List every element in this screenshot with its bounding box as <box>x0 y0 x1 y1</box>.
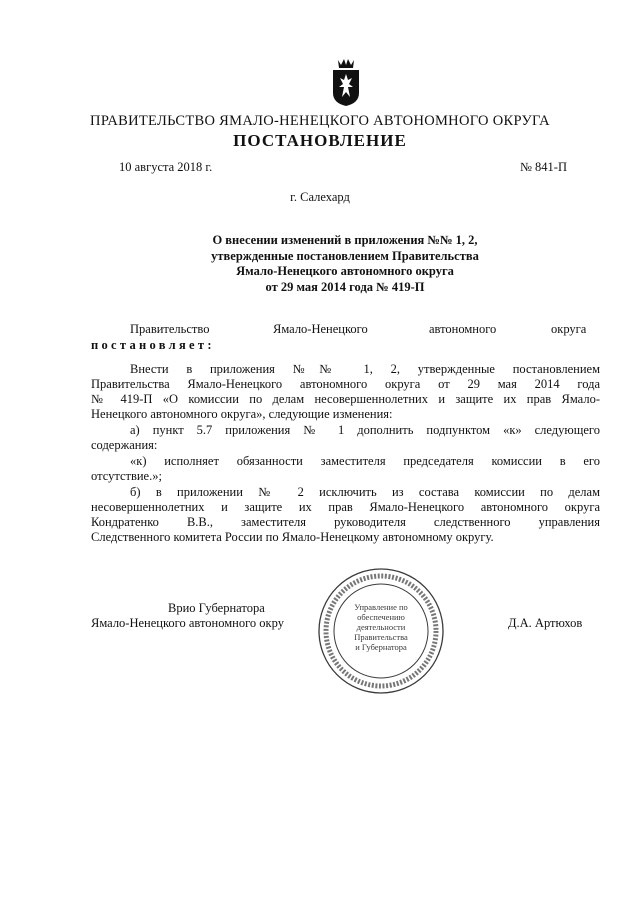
signatory-position: Врио Губернатора <box>168 601 265 615</box>
body-line: а) пункт 5.7 приложения № 1 дополнить подпунктом «к» следующего <box>130 423 600 437</box>
stamp-line: и Губернатора <box>355 642 407 652</box>
stamp-text <box>338 602 424 652</box>
signatory-position: Ямало-Ненецкого автономного окру <box>91 616 284 630</box>
stamp-line: деятельности <box>356 622 406 632</box>
body-line: Кондратенко В.В., заместителя руководителя следственного управления <box>91 515 600 529</box>
title-line: О внесении изменений в приложения №№ 1, 2, <box>212 233 478 247</box>
stamp-line: обеспечению <box>357 612 405 622</box>
preamble-word: Правительство <box>130 322 210 336</box>
preamble-word: автономного <box>429 322 497 336</box>
body-line: отсутствие.»; <box>91 469 162 483</box>
organization-name: ПРАВИТЕЛЬСТВО ЯМАЛО-НЕНЕЦКОГО АВТОНОМНОГО ОКРУГА <box>90 113 550 129</box>
document-title <box>140 233 550 295</box>
coat-of-arms-icon <box>330 57 362 107</box>
body-line: «к) исполняет обязанности заместителя председателя комиссии в его <box>130 454 600 468</box>
body-line: Следственного комитета России по Ямало-Ненецкому автономному округу. <box>91 530 494 544</box>
body-line: б) в приложении № 2 исключить из состава комиссии по делам <box>130 485 600 499</box>
body-line: Ненецкого автономного округа», следующие изменения: <box>91 407 393 421</box>
preamble-word: округа <box>551 322 587 336</box>
body-line: несовершеннолетних и защите их прав Ямало-Ненецкого автономного округа <box>91 500 600 514</box>
document-number: № 841-П <box>520 160 567 174</box>
preamble-word: Ямало-Ненецкого <box>273 322 368 336</box>
document-type: ПОСТАНОВЛЕНИЕ <box>233 131 407 150</box>
title-line: от 29 мая 2014 года № 419-П <box>265 279 425 294</box>
document-city: г. Салехард <box>290 190 350 204</box>
body-line: Внести в приложения №№ 1, 2, утвержденные постановлением <box>130 362 600 376</box>
stamp-line: Управление по <box>354 602 408 612</box>
resolves-word: постановляет: <box>91 338 215 352</box>
body-line: № 419-П «О комиссии по делам несовершеннолетних и защите их прав Ямало- <box>91 392 600 406</box>
stamp-line: Правительства <box>354 632 408 642</box>
document-date: 10 августа 2018 г. <box>119 160 213 174</box>
body-line: содержания: <box>91 438 158 452</box>
body-line: Правительства Ямало-Ненецкого автономного округа от 29 мая 2014 года <box>91 377 600 391</box>
title-line: Ямало-Ненецкого автономного округа <box>236 264 454 278</box>
title-line: утвержденные постановлением Правительства <box>211 248 479 263</box>
signatory-name: Д.А. Артюхов <box>508 616 583 630</box>
